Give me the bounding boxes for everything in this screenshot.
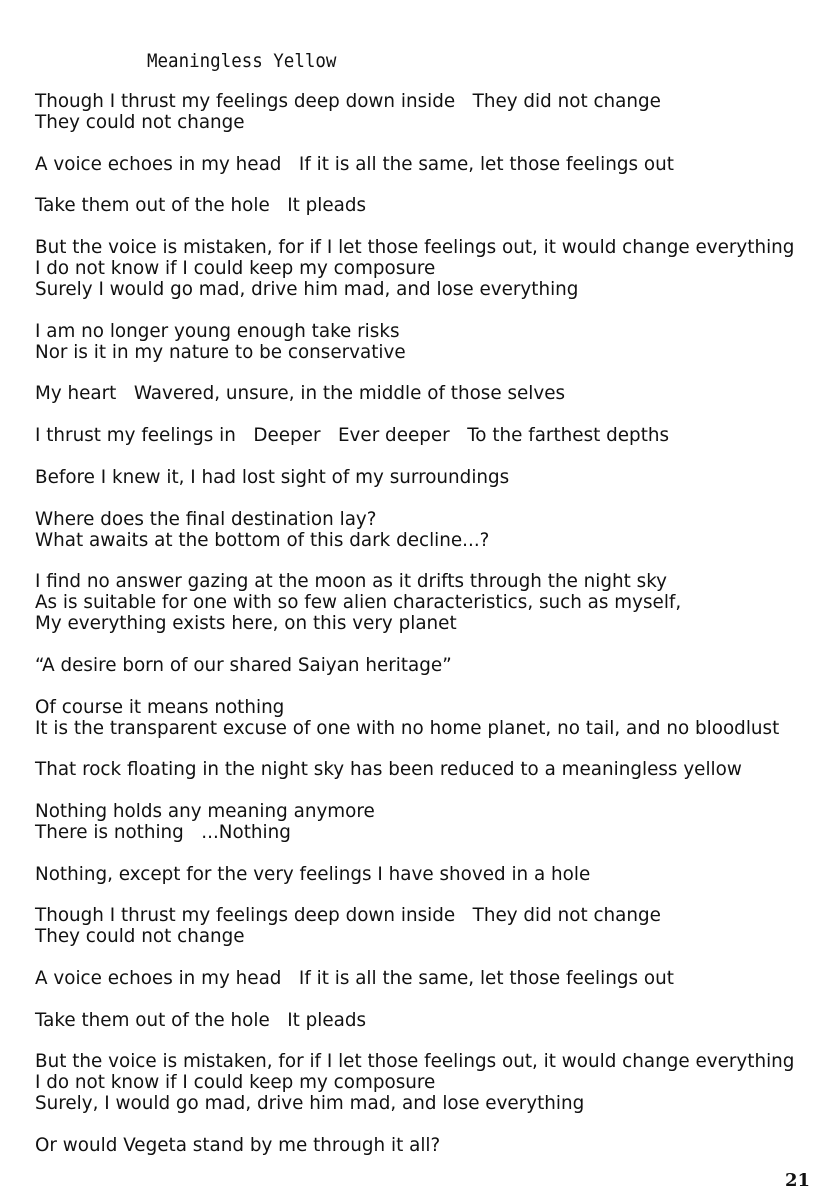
poem-line: Or would Vegeta stand by me through it all? — [35, 1134, 441, 1157]
stanza — [35, 697, 810, 739]
stanza — [35, 237, 810, 300]
poem-line: As is suitable for one with so few alien characteristics, such as myself, — [35, 591, 682, 614]
stanza — [35, 968, 810, 989]
poem-line: My everything exists here, on this very planet — [35, 612, 457, 635]
poem-line: Surely, I would go mad, drive him mad, and lose everything — [35, 1092, 585, 1115]
poem-line: What awaits at the bottom of this dark decline...? — [35, 528, 490, 551]
poem-line: That rock floating in the night sky has been reduced to a meaningless yellow — [35, 758, 742, 781]
stanza — [35, 467, 810, 488]
poem-line: There is nothing ...Nothing — [35, 820, 291, 843]
poem-line: They could not change — [35, 925, 245, 948]
poem-body — [35, 91, 810, 1177]
poem-line: Where does the final destination lay? — [35, 507, 377, 530]
poem-line: I thrust my feelings in Deeper Ever deeper To the farthest depths — [35, 424, 670, 447]
poem-line: My heart Wavered, unsure, in the middle of those selves — [35, 382, 566, 405]
page-number: 21 — [784, 1170, 810, 1191]
stanza — [35, 905, 810, 947]
poem-line: I find no answer gazing at the moon as it drifts through the night sky — [35, 570, 668, 593]
stanza — [35, 1051, 810, 1114]
poem-line: Nor is it in my nature to be conservative — [35, 340, 406, 363]
poem-line: Though I thrust my feelings deep down inside They did not change — [35, 90, 661, 112]
poem-line: Take them out of the hole It pleads — [35, 1008, 367, 1031]
poem-line: Though I thrust my feelings deep down inside They did not change — [35, 904, 661, 927]
poem-line: “A desire born of our shared Saiyan heritage” — [35, 653, 452, 676]
stanza — [35, 801, 810, 843]
poem-line: Of course it means nothing — [35, 695, 285, 718]
stanza — [35, 571, 810, 634]
stanza — [35, 864, 810, 885]
poem-line: A voice echoes in my head If it is all the same, let those feelings out — [35, 152, 674, 175]
poem-line: Take them out of the hole It pleads — [35, 194, 367, 217]
poem-line: Nothing holds any meaning anymore — [35, 799, 375, 822]
poem-line: I do not know if I could keep my composure — [35, 1071, 436, 1094]
stanza — [35, 1010, 810, 1031]
stanza — [35, 655, 810, 676]
poem-line: But the voice is mistaken, for if I let those feelings out, it would change everything — [35, 236, 795, 259]
poem-line: Surely I would go mad, drive him mad, and lose everything — [35, 278, 579, 301]
stanza — [35, 91, 810, 133]
poem-line: Nothing, except for the very feelings I have shoved in a hole — [35, 862, 591, 885]
stanza — [35, 154, 810, 175]
poem-line: It is the transparent excuse of one with no home planet, no tail, and no bloodlust — [35, 716, 780, 739]
stanza — [35, 195, 810, 216]
poem-line: I do not know if I could keep my composure — [35, 257, 436, 280]
poem-line: I am no longer young enough take risks — [35, 319, 400, 342]
poem-line: They could not change — [35, 111, 245, 133]
poem-line: But the voice is mistaken, for if I let those feelings out, it would change everything — [35, 1050, 795, 1073]
poem-line: Before I knew it, I had lost sight of my surroundings — [35, 465, 510, 488]
poem-line: A voice echoes in my head If it is all the same, let those feelings out — [35, 967, 674, 989]
stanza — [35, 425, 810, 446]
stanza — [35, 759, 810, 780]
stanza — [35, 321, 810, 363]
page-title: Meaningless Yellow — [147, 50, 337, 72]
stanza — [35, 383, 810, 404]
stanza — [35, 1135, 810, 1156]
stanza — [35, 509, 810, 551]
